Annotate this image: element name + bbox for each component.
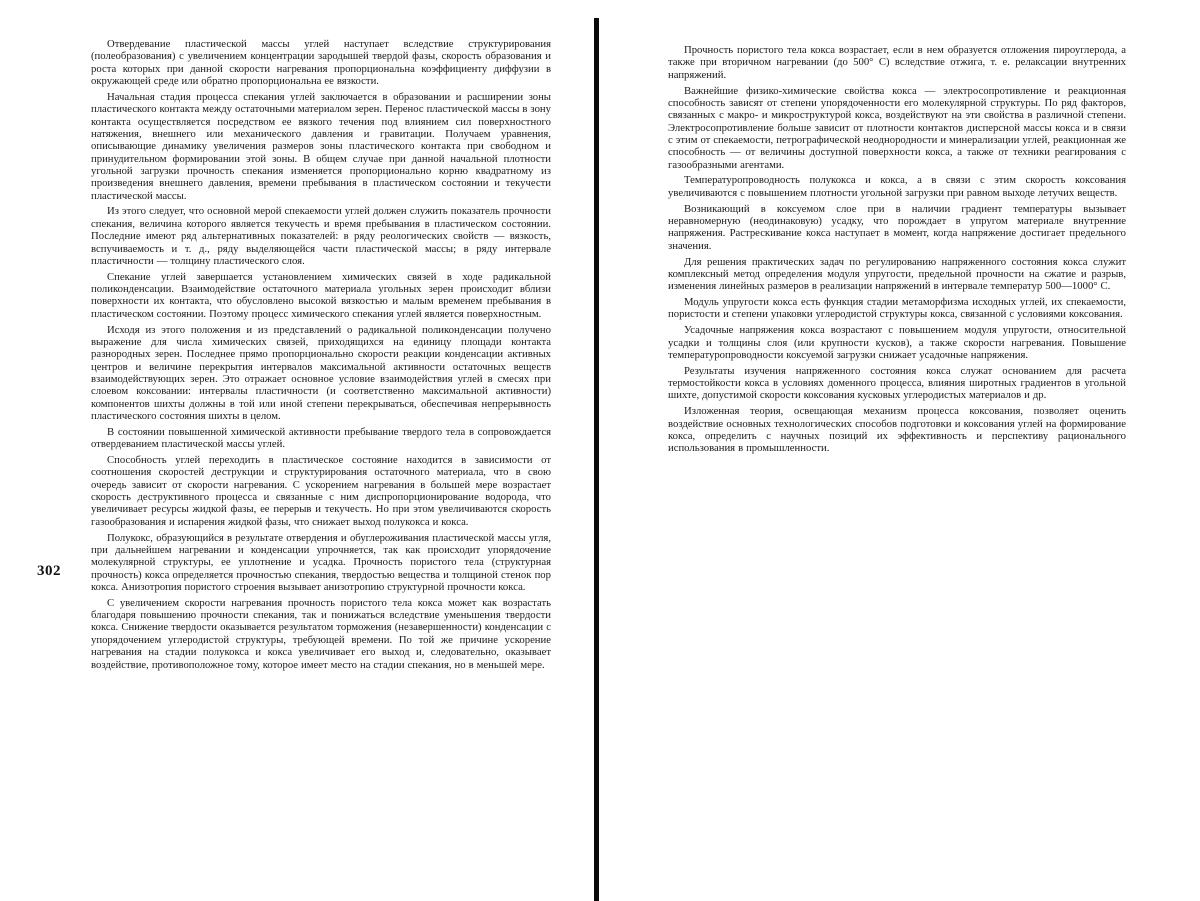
paragraph: Результаты изучения напряженного состояния кокса служат основанием для расчета термостойкости кокса в условиях доменного процесса, влияния широтных градиентов в угольной шихте, допустимой скорости коксования кусковых углеродистых материалов и др. <box>668 364 1126 402</box>
paragraph: Полукокс, образующийся в результате отвердения и обуглероживания пластической массы угля, при дальнейшем нагревании и конденсации упрочняется, так как происходит упорядочение молекулярной структуры, ее уплотнение и усадка. Прочность пористого тела (структурная прочность) кокса определяется прочностью спекания, твердостью вещества и толщиной стенок пор кокса. Анизотропия пористого строения вызывает анизотропию структурной прочности кокса. <box>91 531 551 593</box>
paragraph: Спекание углей завершается установлением химических связей в ходе радикальной поликонденсации. Взаимодействие остаточного материала угольных зерен происходит вблизи поверхности их контакта, что обусловлено высокой вязкостью и малым временем пребывания в пластическом состоянии. Поэтому процесс химического спекания углей является поверхностным. <box>91 270 551 320</box>
paragraph: Способность углей переходить в пластическое состояние находится в зависимости от соотношения скоростей деструкции и структурирования остаточного материала, что в свою очередь зависит от скорости нагревания. С ускорением нагревания в большей мере возрастает скорость деструктивного процесса и связанные с ним диспропорционирование водорода, что увеличивает ресурсы жидкой фазы, ее перерыв и текучесть. Но при этом увеличиваются скорость газообразования и испарения жидкой фазы, что снижает выход полукокса и кокса. <box>91 454 551 528</box>
paragraph: Усадочные напряжения кокса возрастают с повышением модуля упругости, относительной усадки и толщины слоя (или крупности кусков), а также скорости нагревания. Повышение температуропроводности коксуемой загрузки снижает усадочные напряжения. <box>668 324 1126 361</box>
paragraph: Из этого следует, что основной мерой спекаемости углей должен служить показатель прочности спекания, величина которого является текучесть и время пребывания в пластическом состоянии. Последние имеют ряд альтернативных показателей: в ряду реологических свойств — вязкость, вспучиваемость и т. д., ряду выделяющейся части пластической массы; в ряду интервале пластичности — толщину пластического слоя. <box>91 205 551 267</box>
right-page-text-column <box>668 44 1126 524</box>
paragraph: Температуропроводность полукокса и кокса, а в связи с этим скорость коксования увеличиваются с повышением плотности угольной загрузки при равном выходе летучих веществ. <box>668 174 1126 199</box>
paragraph: Для решения практических задач по регулированию напряженного состояния кокса служит комплексный метод определения модуля упругости, предельной прочности на сжатие и разрыв, изменения линейных размеров в реализации напряжений в интервале температур 500—1000° С. <box>668 255 1126 293</box>
page-number: 302 <box>37 563 61 579</box>
paragraph: Прочность пористого тела кокса возрастает, если в нем образуется отложения пироуглерода, а также при вторичном нагревании (до 500° С) вследствие отжига, т. е. релаксации внутренних напряжений. <box>668 44 1126 81</box>
page-gutter-divider <box>594 18 599 901</box>
paragraph: С увеличением скорости нагревания прочность пористого тела кокса может как возрастать благодаря повышению прочности спекания, так и понижаться вследствие уменьшения твердости кокса. Снижение твердости оказывается результатом торможения (незавершенности) конденсации с упорядочением углеродистой структуры, требующей времени. По той же причине ускорение нагревания на стадии полукокса и кокса увеличивает его выход и, следовательно, оказывает воздействие, противоположное тому, которое имеет место на стадии спекания, но в меньшей мере. <box>91 596 551 671</box>
paragraph: Изложенная теория, освещающая механизм процесса коксования, позволяет оценить воздействие основных технологических способов подготовки и коксования углей на формирование кокса, определить с научных позиций их эффективность и перспективу рационального использования в промышленности. <box>668 405 1126 455</box>
paragraph: Модуль упругости кокса есть функция стадии метаморфизма исходных углей, их спекаемости, пористости и степени упаковки углеродистой структуры кокса, связанной с условиями коксования. <box>668 296 1126 321</box>
paragraph: В состоянии повышенной химической активности пребывание твердого тела в сопровождается отвердеванием пластической массы углей. <box>91 425 551 451</box>
paragraph: Начальная стадия процесса спекания углей заключается в образовании и расширении зоны пластического контакта между остаточными материалом зерен. Перенос пластической массы в зону контакта осуществляется посредством ее вязкого течения под влиянием сил поверхностного натяжения, внешнего или механического давления и гравитации. Получаем уравнения, описывающие динамику увеличения размеров зоны пластического контакта при свободном и принудительном формировании этой зоны. В общем случае при данной начальной плотности угольной загрузки прочность спекания изменяется пропорционально корню квадратному из произведения внешнего давления, времени пребывания в пластическом состоянии и текучести пластической массы. <box>91 90 551 202</box>
paragraph: Отвердевание пластической массы углей наступает вследствие структурирования (полеобразования) с увеличением концентрации зародышей твердой фазы, скорость образования и роста которых при данной скорости нагревания пропорциональна коэффициенту диффузии в окружающей среде или обратно пропорциональна ее вязкости. <box>91 38 551 88</box>
paragraph: Важнейшие физико-химические свойства кокса — электросопротивление и реакционная способность зависят от степени упорядоченности его молекулярной структуры. По ряд факторов, связанных с макро- и микроструктурой кокса, воздействуют на эти свойства в различной степени. Электросопротивление больше зависит от плотности контактов дисперсной массы кокса и в связи с этим от спекаемости, петрографической неоднородности и минерализации углей, реакционная же способность — от величины доступной поверхности кокса, а также от техники реагирования с газообразными агентами. <box>668 84 1126 171</box>
paragraph: Возникающий в коксуемом слое при в наличии градиент температуры вызывает неравномерную (неодинаковую) усадку, что порождает в упругом материале внутренние напряжения. Растрескивание кокса наступает в момент, когда напряжение достигает предельного значения. <box>668 202 1126 252</box>
paragraph: Исходя из этого положения и из представлений о радикальной поликонденсации получено выражение для числа химических связей, приходящихся на единицу площади контакта разнородных зерен. Последнее прямо пропорционально скорости реакции конденсации активных центров и величине перекрытия интервалов максимальной активности остаточных веществ взаимодействующих зерен. Это отражает основное условие взаимодействия углей в смесях при слоевом коксовании: интервалы пластичности (и соответственно максимальной активности) компонентов шихты должны в той или иной степени перекрываться, обеспечивая непрерывность пластического состояния шихты в целом. <box>91 323 551 422</box>
left-page-text-column <box>91 38 551 828</box>
